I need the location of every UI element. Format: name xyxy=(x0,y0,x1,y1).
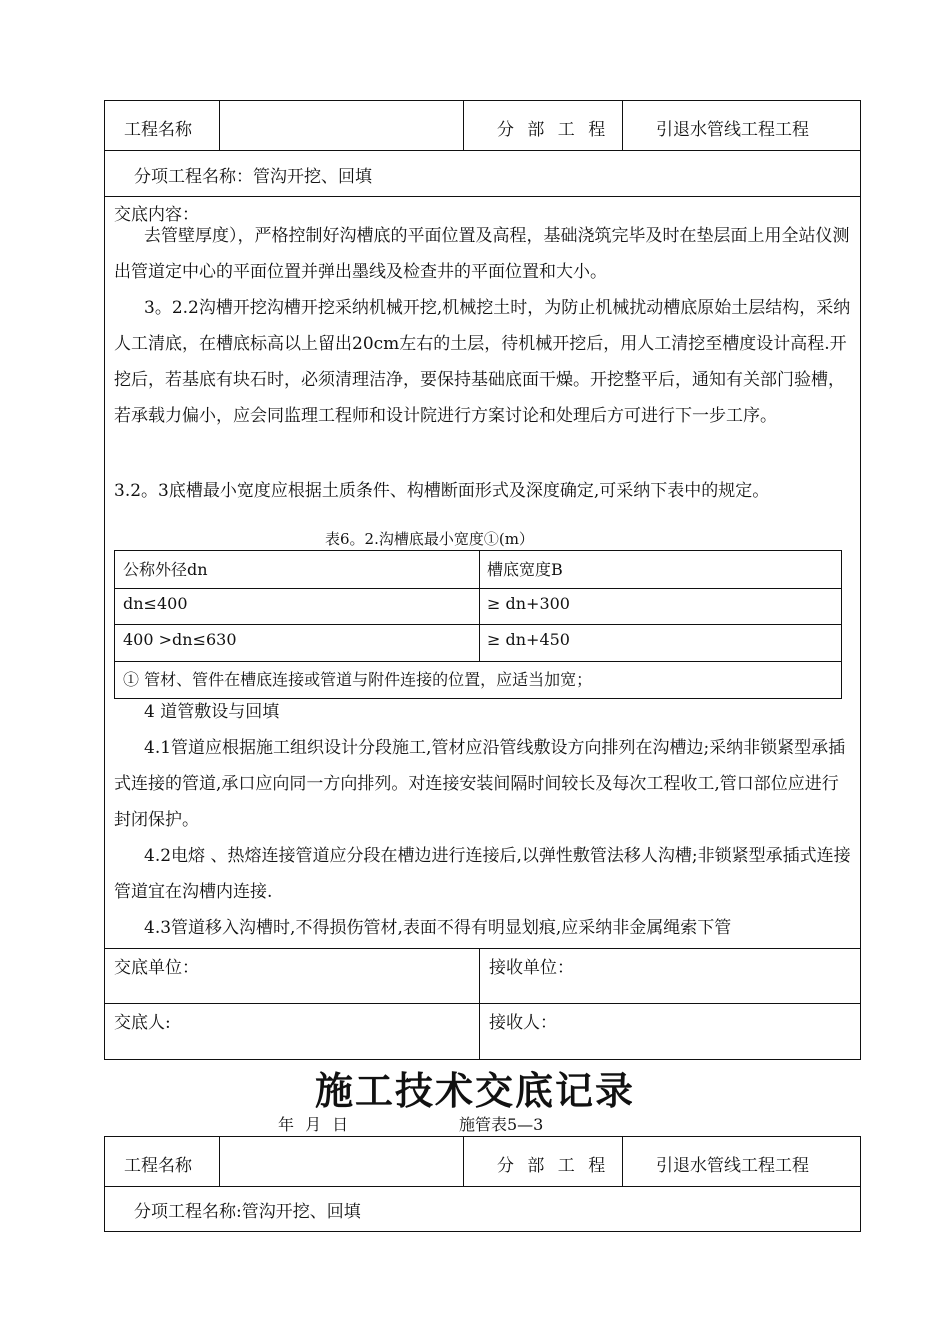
table-col-divider xyxy=(479,551,480,661)
signature-col-divider xyxy=(479,948,480,1060)
header-col-divider-3 xyxy=(622,100,623,150)
subproject-divider xyxy=(104,196,861,197)
receiver-label: 接收人： xyxy=(489,1013,557,1033)
signature-divider-top xyxy=(104,948,861,949)
table-row-divider-3 xyxy=(115,661,841,662)
header-col-divider-1 xyxy=(219,100,220,150)
paragraph-7: 4.3管道移入沟槽时,不得损伤管材,表面不得有明显划痕,应采纳非金属绳索下管 xyxy=(144,918,732,938)
issuer-label: 交底人: xyxy=(114,1013,171,1033)
table-cell-row2-col1: 400 >dn≤630 xyxy=(123,630,237,649)
paragraph-4: 4 道管敷设与回填 xyxy=(144,702,280,722)
paragraph-6: 4.2电熔 、热熔连接管道应分段在槽边进行连接后,以弹性敷管法移人沟槽;非锁紧型承插式连接管道宜在沟槽内连接. xyxy=(114,846,851,902)
header-divider xyxy=(104,150,861,151)
division-value: 引退水管线工程工程 xyxy=(656,120,809,140)
second-division-value: 引退水管线工程工程 xyxy=(656,1156,809,1176)
signature-divider-middle xyxy=(104,1003,861,1004)
sub-project-name: 分项工程名称：管沟开挖、回填 xyxy=(134,167,372,187)
second-sub-project-name: 分项工程名称:管沟开挖、回填 xyxy=(134,1202,361,1222)
issuing-unit-label: 交底单位： xyxy=(114,958,199,978)
content-block-1 xyxy=(114,218,854,434)
project-name-label: 工程名称 xyxy=(124,120,192,140)
table-row-divider-2 xyxy=(115,624,841,625)
division-label: 分 部 工 程 xyxy=(497,120,610,140)
paragraph-1: 去管壁厚度），严格控制好沟槽底的平面位置及高程，基础浇筑完毕及时在垫层面上用全站仪测出管道定中心的平面位置并弹出墨线及检查井的平面位置和大小。 xyxy=(114,226,850,282)
second-col-divider-3 xyxy=(622,1136,623,1186)
receiving-unit-label: 接收单位： xyxy=(489,958,574,978)
table-note: ① 管材、管件在槽底连接或管道与附件连接的位置，应适当加宽； xyxy=(123,670,593,689)
table-cell-row2-col2: ≥ dn+450 xyxy=(487,630,570,649)
min-width-table xyxy=(114,550,842,699)
second-project-name-label: 工程名称 xyxy=(124,1156,192,1176)
table-cell-row1-col2: ≥ dn+300 xyxy=(487,594,570,613)
page-title: 施工技术交底记录 xyxy=(314,1068,635,1113)
date-line: 年 月 日 xyxy=(278,1115,349,1134)
second-division-label: 分 部 工 程 xyxy=(497,1156,610,1176)
form-number: 施管表5—3 xyxy=(459,1115,544,1134)
table-caption: 表6。2.沟槽底最小宽度①(m） xyxy=(325,530,534,548)
second-header-divider xyxy=(104,1186,861,1187)
second-col-divider-2 xyxy=(463,1136,464,1186)
table-cell-row1-col1: dn≤400 xyxy=(123,594,188,613)
second-col-divider-1 xyxy=(219,1136,220,1186)
table-header-width: 槽底宽度B xyxy=(487,560,563,579)
header-col-divider-2 xyxy=(463,100,464,150)
table-row-divider-1 xyxy=(115,588,841,589)
table-header-diameter: 公称外径dn xyxy=(123,560,208,579)
paragraph-5: 4.1管道应根据施工组织设计分段施工,管材应沿管线敷设方向排列在沟槽边;采纳非锁紧型承插式连接的管道,承口应向同一方向排列。对连接安装间隔时间较长及每次工程收工,管口部位应进行封闭保护。 xyxy=(114,738,846,830)
paragraph-3: 3.2。3底槽最小宽度应根据土质条件、构槽断面形式及深度确定,可采纳下表中的规定。 xyxy=(114,481,770,501)
content-block-2 xyxy=(114,694,854,946)
paragraph-2: 3。2.2沟槽开挖沟槽开挖采纳机械开挖,机械挖土时，为防止机械扰动槽底原始土层结构，采纳人工清底，在槽底标高以上留出20cm左右的土层，待机械开挖后，用人工清挖至槽度设计高程.开挖后，若基底有块石时，必须清理洁净，要保持基础底面干燥。开挖整平后，通知有关部门验槽，若承载力偏小，应会同监理工程师和设计院进行方案讨论和处理后方可进行下一步工序。 xyxy=(114,298,851,426)
content-label: 交底内容： xyxy=(114,205,199,225)
